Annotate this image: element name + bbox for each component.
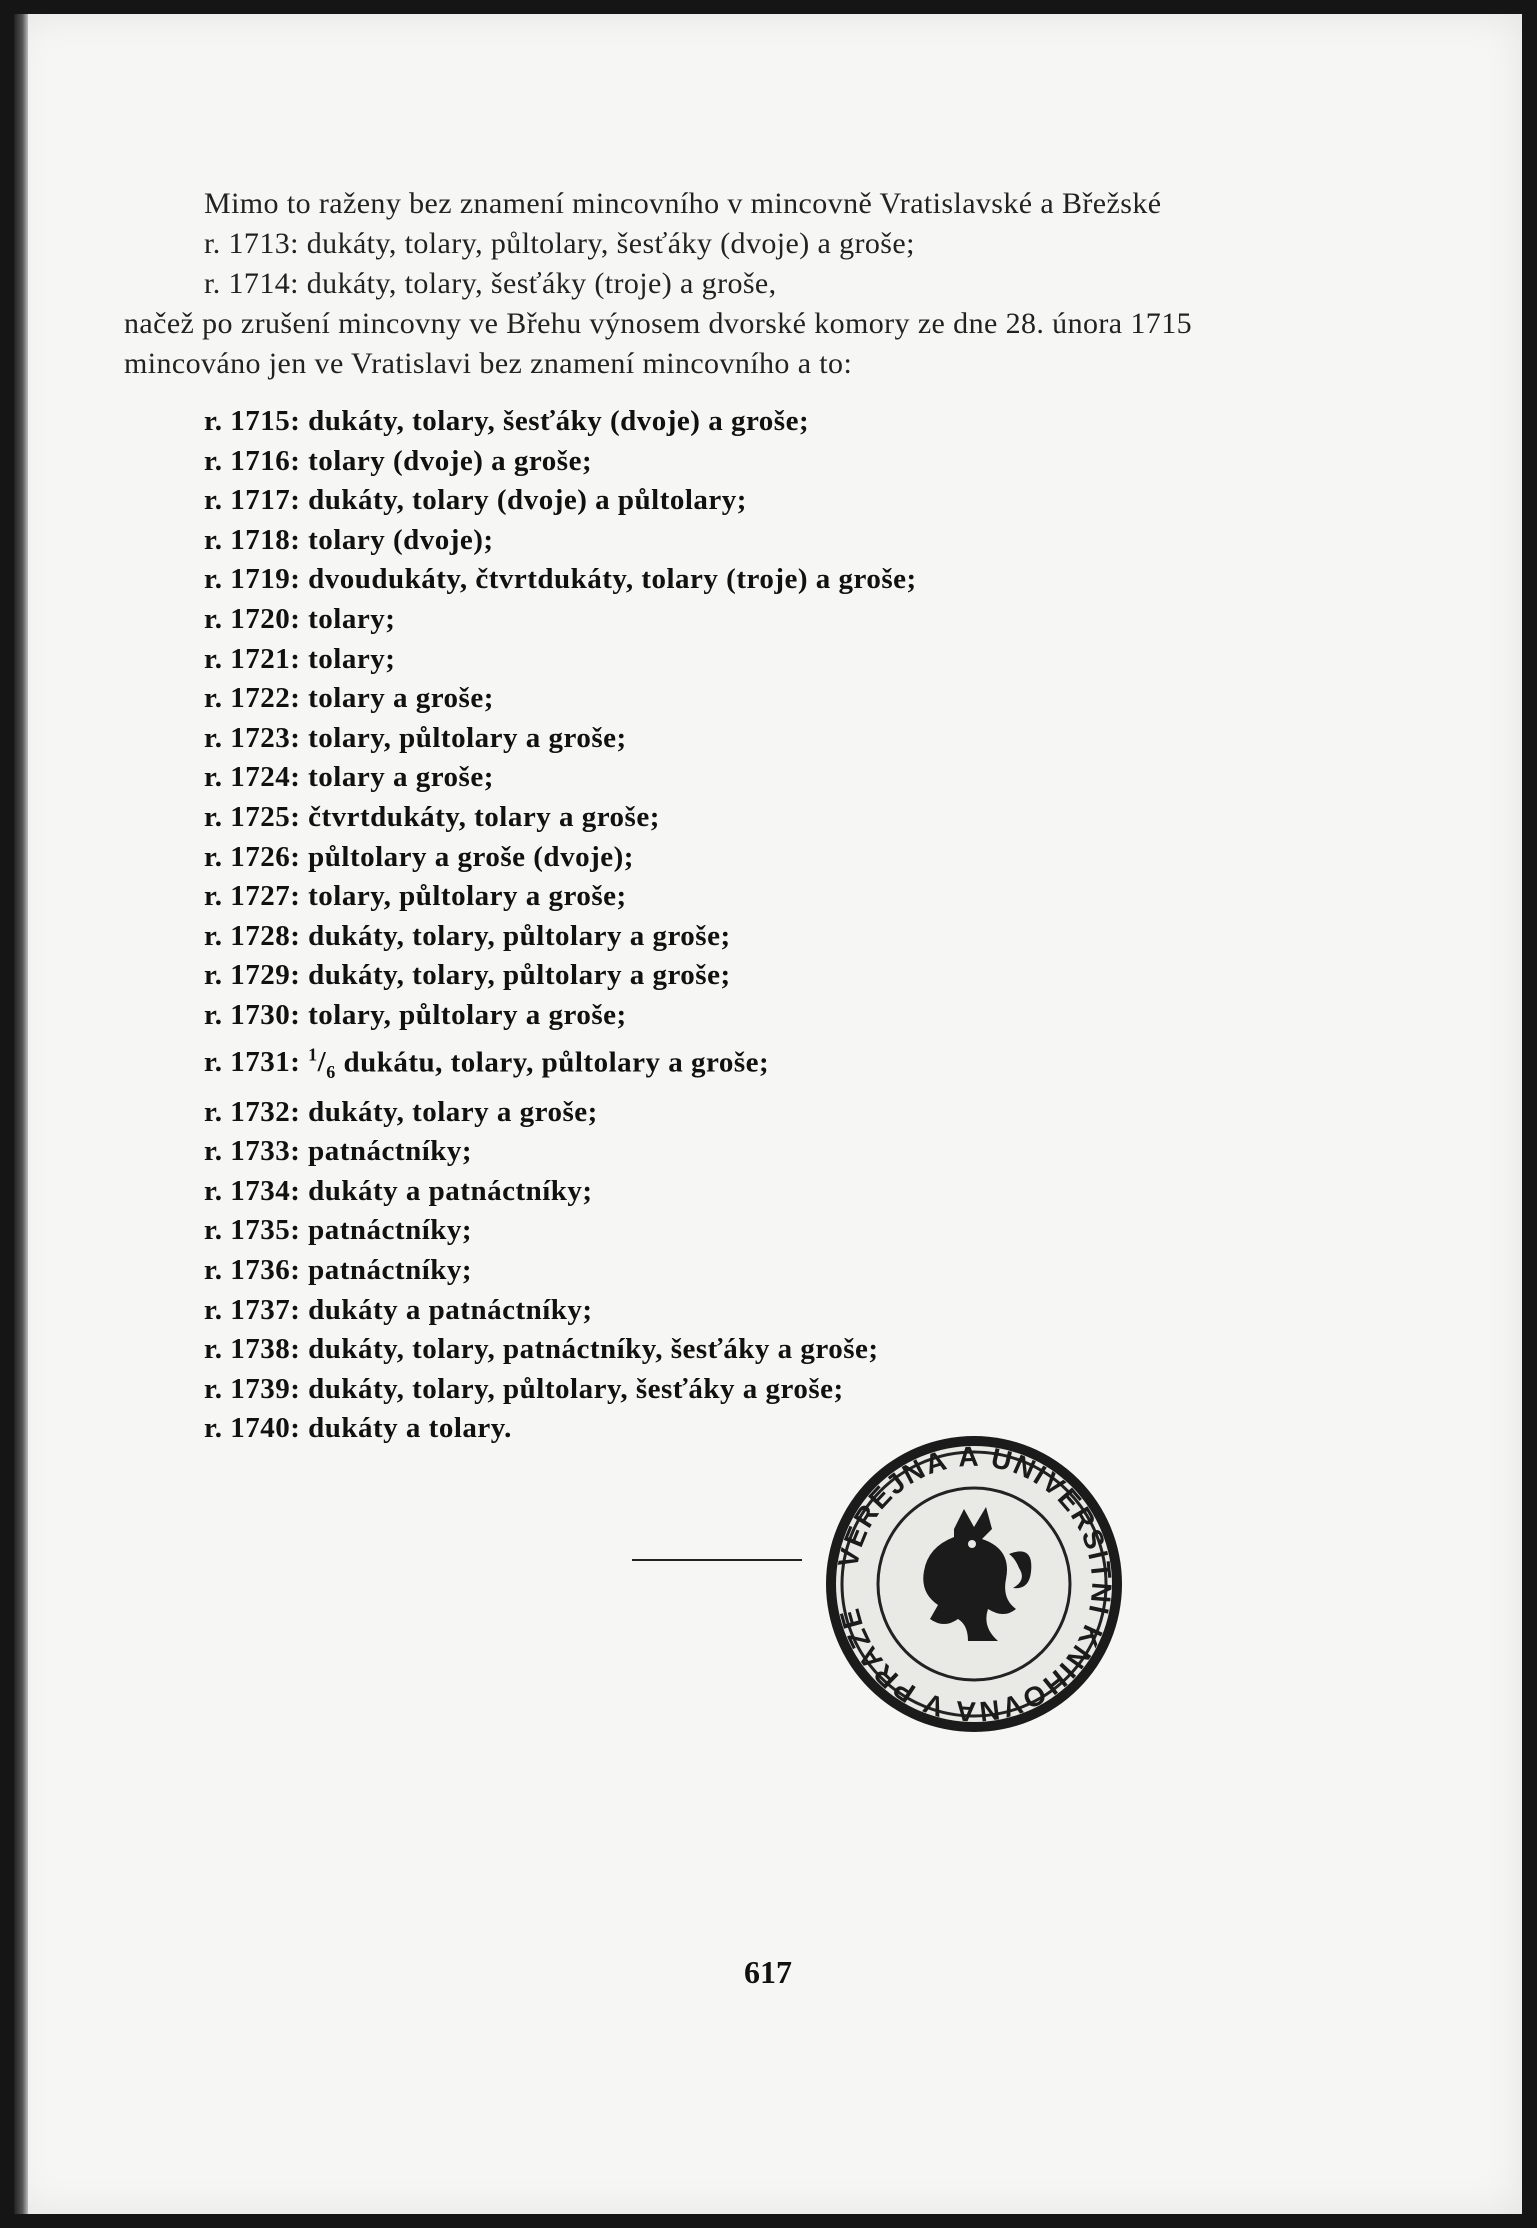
entry-text: dukáty a tolary.: [308, 1412, 512, 1445]
entry-year: r. 1739:: [204, 1372, 301, 1405]
entry-text: tolary, půltolary a groše;: [308, 721, 627, 754]
entry-year: r. 1715:: [204, 405, 301, 437]
fraction-numerator: 1: [308, 1044, 318, 1065]
intro-line: Mimo to raženy bez znamení mincovního v mincovně Vratislavské a Břežské: [204, 187, 1162, 220]
entry-text: tolary;: [308, 602, 396, 635]
mint-year-entry: [204, 640, 1304, 680]
intro-line: r. 1713: dukáty, tolary, půltolary, šesťáky (dvoje) a groše;: [204, 227, 915, 260]
entry-year: r. 1718:: [204, 523, 301, 556]
fraction-denominator: 6: [326, 1061, 336, 1082]
entry-year: r. 1720:: [204, 602, 301, 635]
entry-text: půltolary a groše (dvoje);: [308, 840, 634, 873]
entry-year: r. 1716:: [204, 444, 301, 477]
fraction: $^1/_6$: [308, 1044, 336, 1082]
entry-year: r. 1734:: [204, 1174, 301, 1207]
mint-year-entry: [204, 719, 1304, 759]
entry-year: r. 1731:: [204, 1046, 301, 1079]
mint-year-entry: [204, 996, 1304, 1036]
mint-year-entry: [204, 1093, 1304, 1133]
intro-paragraph: [124, 184, 1354, 384]
entry-year: r. 1729:: [204, 959, 301, 992]
entry-text: dukáty a patnáctníky;: [308, 1174, 593, 1207]
entry-year: r. 1737:: [204, 1293, 301, 1326]
entry-text: tolary (dvoje) a groše;: [308, 444, 593, 477]
entry-year: r. 1733:: [204, 1135, 301, 1168]
entry-text: dukáty, tolary, šesťáky (dvoje) a groše;: [308, 405, 810, 437]
entry-year: r. 1732:: [204, 1095, 301, 1128]
mint-year-entry: [204, 1370, 1304, 1410]
library-stamp-icon: [814, 1434, 1134, 1734]
intro-line: načež po zrušení mincovny ve Břehu výnosem dvorské komory ze dne 28. února 1715: [124, 307, 1192, 340]
entry-text: dvoudukáty, čtvrtdukáty, tolary (troje) a groše;: [308, 563, 917, 596]
mint-year-entry: [204, 758, 1304, 798]
entry-year: r. 1738:: [204, 1333, 301, 1366]
mint-year-entry: [204, 1172, 1304, 1212]
entry-text: dukáty, tolary, půltolary a groše;: [308, 919, 731, 952]
entry-year: r. 1719:: [204, 563, 301, 596]
entry-year: r. 1726:: [204, 840, 301, 873]
entry-year: r. 1725:: [204, 800, 301, 833]
entry-year: r. 1717:: [204, 484, 301, 517]
entry-year: r. 1730:: [204, 998, 301, 1031]
mint-year-entry: [204, 521, 1304, 561]
mint-year-entry: [204, 560, 1304, 600]
intro-line: mincováno jen ve Vratislavi bez znamení mincovního a to:: [124, 347, 853, 380]
mint-year-entry: [204, 442, 1304, 482]
entry-year: r. 1727:: [204, 880, 301, 913]
mint-year-entry: [204, 1291, 1304, 1331]
mint-year-entry: [204, 600, 1304, 640]
document-page: [14, 14, 1522, 2214]
entry-text: tolary a groše;: [308, 682, 494, 715]
entry-text: dukátu, tolary, půltolary a groše;: [343, 1046, 770, 1079]
mint-year-entry: [204, 481, 1304, 521]
entry-text: dukáty a patnáctníky;: [308, 1293, 593, 1326]
entry-text: dukáty, tolary a groše;: [308, 1095, 598, 1128]
entry-text: tolary a groše;: [308, 761, 494, 794]
mint-year-entry: [204, 1132, 1304, 1172]
mint-year-entry: [204, 1036, 1304, 1093]
entry-year: r. 1721:: [204, 642, 301, 675]
intro-line: r. 1714: dukáty, tolary, šesťáky (troje) a groše,: [204, 267, 777, 300]
entry-year: r. 1740:: [204, 1412, 301, 1445]
entry-year: r. 1735:: [204, 1214, 301, 1247]
mint-year-entry: [204, 679, 1304, 719]
entry-text: tolary, půltolary a groše;: [308, 998, 627, 1031]
mint-year-entry: [204, 1251, 1304, 1291]
entry-year: r. 1736:: [204, 1253, 301, 1286]
stamp-text: VEŘEJNÁ A UNIVERSITNÍ KNIHOVNA V PRAZE: [832, 1440, 1118, 1728]
entry-text: dukáty, tolary, půltolary a groše;: [308, 959, 731, 992]
entry-year: r. 1723:: [204, 721, 301, 754]
mint-year-entry: [204, 1211, 1304, 1251]
mint-year-entry: [204, 402, 1304, 442]
entry-text: tolary (dvoje);: [308, 523, 494, 556]
entry-text: čtvrtdukáty, tolary a groše;: [308, 800, 660, 833]
mint-year-entry: [204, 798, 1304, 838]
entry-text: patnáctníky;: [308, 1253, 473, 1286]
mint-year-entry: [204, 1409, 1304, 1449]
entry-text: patnáctníky;: [308, 1214, 473, 1247]
entry-text: dukáty, tolary, půltolary, šesťáky a groše;: [308, 1372, 844, 1405]
entry-text: tolary;: [308, 642, 396, 675]
entry-text: tolary, půltolary a groše;: [308, 880, 627, 913]
entry-text: dukáty, tolary, patnáctníky, šesťáky a groše;: [308, 1333, 879, 1366]
page-number: 617: [744, 1954, 792, 1990]
mint-year-entry: [204, 917, 1304, 957]
entry-year: r. 1728:: [204, 919, 301, 952]
mint-year-entry: [204, 956, 1304, 996]
mint-year-list: [204, 402, 1304, 1449]
entry-year: r. 1722:: [204, 682, 301, 715]
entry-text: patnáctníky;: [308, 1135, 473, 1168]
entry-text: dukáty, tolary (dvoje) a půltolary;: [308, 484, 747, 517]
mint-year-entry: [204, 838, 1304, 878]
entry-year: r. 1724:: [204, 761, 301, 794]
mint-year-entry: [204, 1330, 1304, 1370]
section-divider: [632, 1559, 802, 1561]
book-spine-shadow: [14, 14, 28, 2214]
mint-year-entry: [204, 877, 1304, 917]
